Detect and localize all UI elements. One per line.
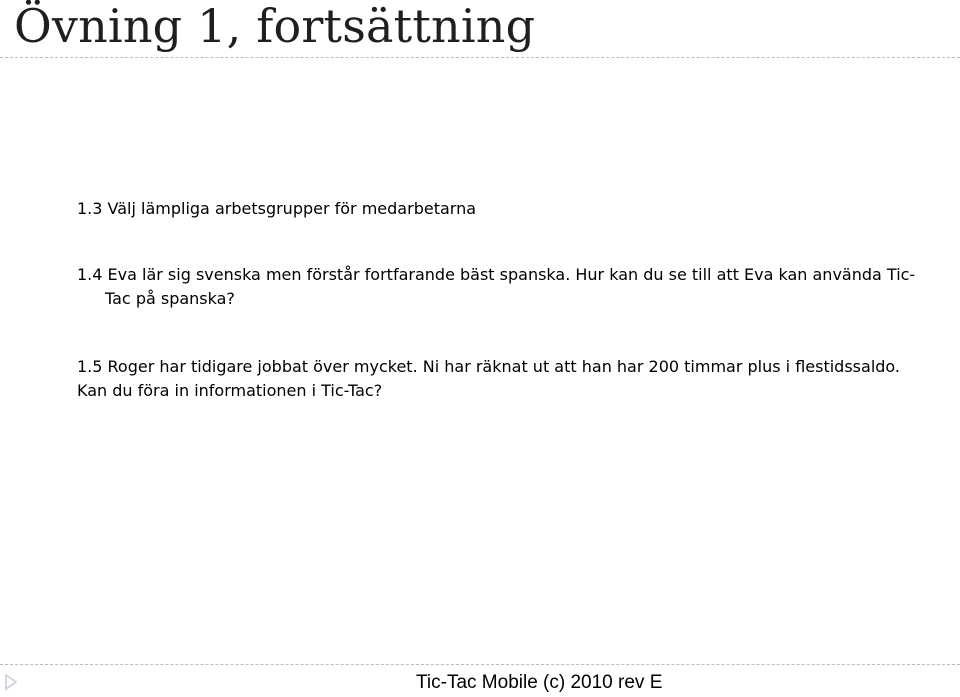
exercise-1-4-line-1: 1.4 Eva lär sig svenska men förstår fortfarande bäst spanska. Hur kan du se till att Eva kan använda Tic- [77,265,916,284]
footer-text: Tic-Tac Mobile (c) 2010 rev E [416,672,663,693]
exercise-1-4 [77,263,915,311]
exercise-1-5-line-1: 1.5 Roger har tidigare jobbat över mycket. Ni har räknat ut att han har 200 timmar plus i flestidssaldo. [77,357,901,376]
exercise-1-3 [77,197,476,221]
footer-divider [0,664,960,665]
exercise-1-5-line-2: Kan du föra in informationen i Tic-Tac? [77,381,383,400]
exercise-1-5 [77,355,900,403]
exercise-1-3-line-1: 1.3 Välj lämpliga arbetsgrupper för medarbetarna [77,199,477,218]
play-triangle-icon [4,673,18,691]
title-divider [0,57,960,58]
exercise-1-4-line-2: Tac på spanska? [105,289,235,308]
slide-title: Övning 1, fortsättning [14,0,536,53]
